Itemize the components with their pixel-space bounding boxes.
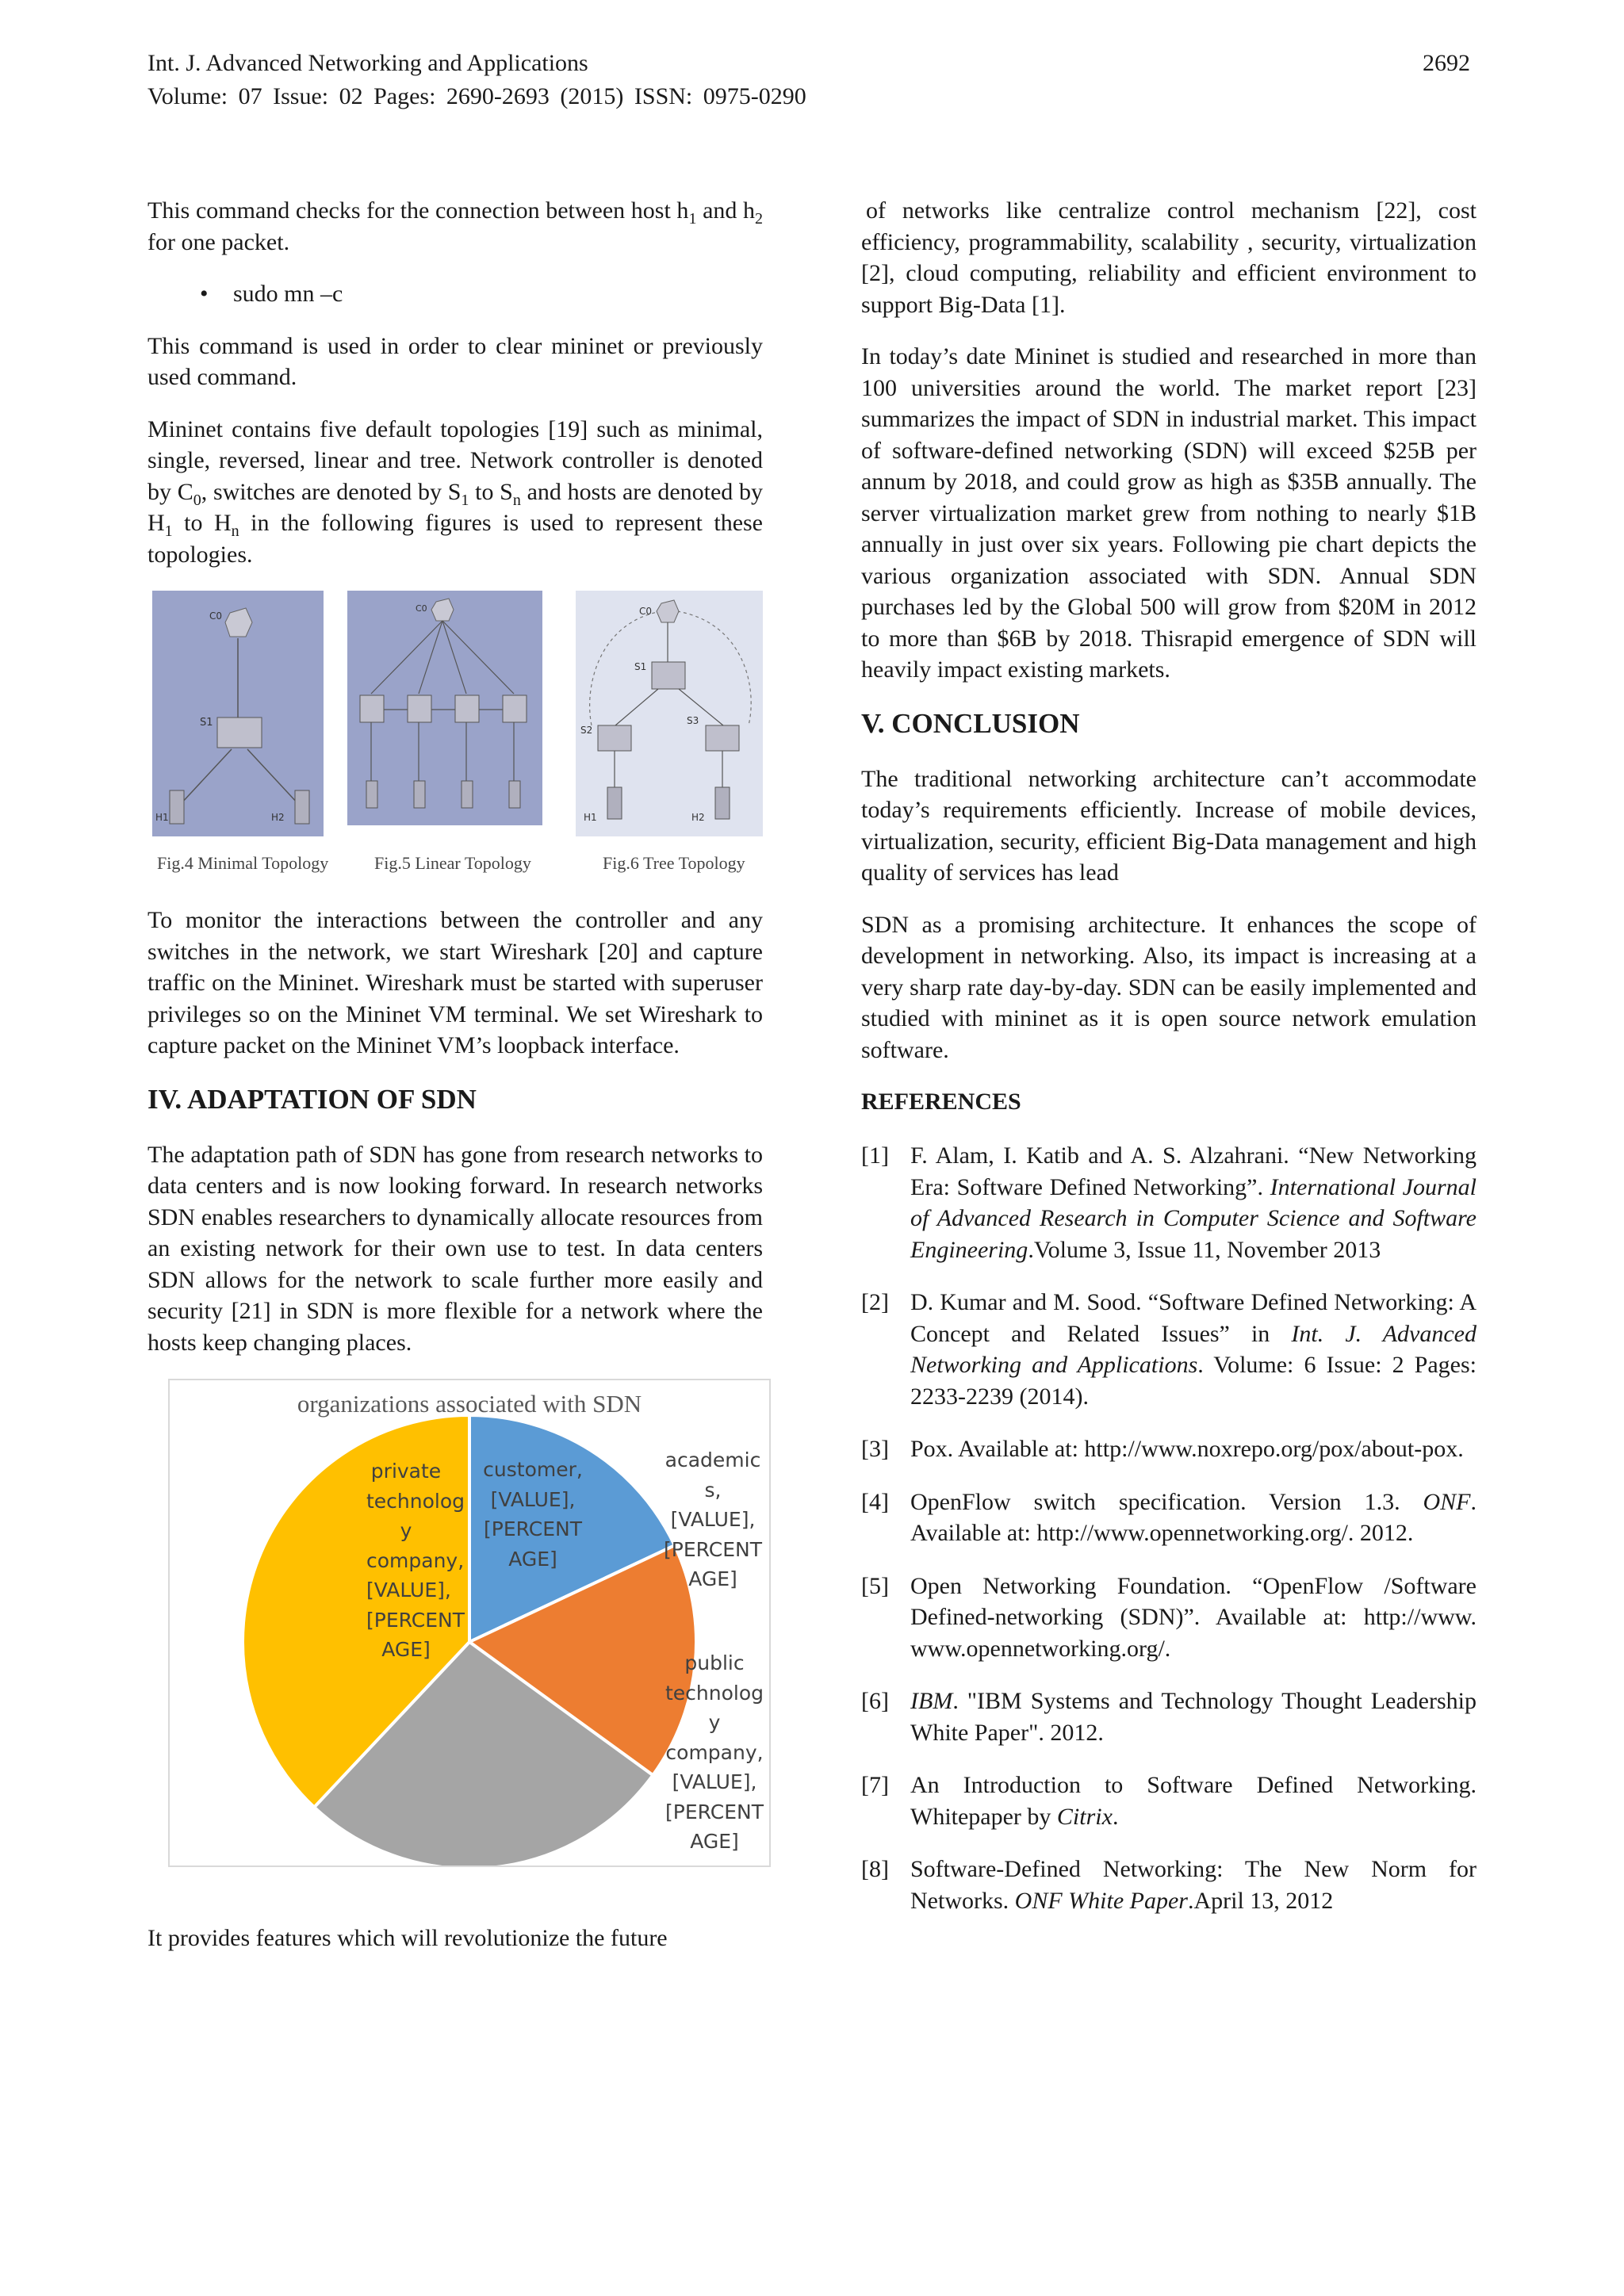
command-bullet: • sudo mn –c [147,278,763,310]
reference-number: [3] [861,1436,889,1462]
reference-italic: IBM [910,1688,953,1714]
section-heading-conclusion: V. CONCLUSION [861,707,1080,739]
reference-italic: Citrix [1056,1803,1113,1830]
reference-text: F. Alam, I. Katib and A. S. Alzahrani. “New Networking Era: Software Defined Networking”. [910,1142,1477,1200]
reference-number: [4] [861,1488,889,1515]
svg-text:H1: H1 [155,812,169,823]
volume-line: Volume: 07 Issue: 02 Pages: 2690-2693 (2015) ISSN: 0975-0290 [147,83,806,109]
reference-item [861,1571,1477,1665]
page-number: 2692 [1423,50,1470,76]
paragraph-revolutionize: It provides features which will revolutionize the future [147,1925,668,1951]
section-heading-adaptation: IV. ADAPTATION OF SDN [147,1083,477,1115]
svg-text:S1: S1 [634,661,647,672]
chart-title: organizations associated with SDN [297,1390,642,1418]
paragraph-clear-command: This command is used in order to clear mininet or previously used command. [147,332,763,390]
bullet-dot: • [200,281,209,307]
fig6-caption: Fig.6 Tree Topology [603,853,745,873]
reference-text: D. Kumar and M. Sood. “Software Defined Networking: A Concept and Related Issues” in [910,1289,1477,1347]
svg-text:C0: C0 [639,606,653,617]
reference-text: OpenFlow switch specification. Version 1.3. [910,1488,1423,1515]
slice-label-private: private technolog y company, [VALUE], [PERCENT AGE] [366,1460,465,1661]
slice-label-academics: academic s, [VALUE], [PERCENT AGE] [664,1448,762,1590]
reference-italic: International Journal of Advanced Research in Computer Science and Software Engineering [910,1173,1477,1263]
paragraph-ping-description: This command checks for the connection between host $h_1$ and $h_2$ for one packet. [147,197,764,255]
reference-tail: .April 13, 2012 [1187,1887,1334,1914]
reference-italic: ONF White Paper [1014,1887,1188,1914]
right-column [861,195,1477,1938]
svg-text:C0: C0 [209,610,223,622]
svg-text:S3: S3 [687,715,699,726]
reference-text: An Introduction to Software Defined Networking. Whitepaper by [910,1772,1477,1830]
svg-text:S2: S2 [580,725,593,736]
svg-text:H2: H2 [691,812,705,823]
tree-topology-figure [576,591,763,836]
paragraph-conclusion-2: SDN as a promising architecture. It enhances the scope of development in networking. Also, its impact is increasing at a very sharp rate day-by-day. SDN can be easily implemented and studied with mininet as it is open source network emulation software. [861,911,1477,1063]
paragraph-adaptation: The adaptation path of SDN has gone from research networks to data centers and is now looking forward. In research networks SDN enables researchers to dynamically allocate resources from an existing network for their own use to test. In data centers SDN allows for the network to scale further more easily and security [21] in SDN is more flexible for a network where the hosts keep changing places. [147,1141,763,1356]
reference-italic: ONF [1423,1488,1471,1515]
reference-number: [2] [861,1289,889,1315]
topology-figures [147,591,763,881]
references-heading: REFERENCES [861,1089,1021,1115]
slice-label-public: public technolog y company, [VALUE], [PERCENT AGE] [665,1651,764,1853]
left-column [147,195,763,1975]
reference-item [861,1770,1477,1832]
reference-list [861,1140,1477,1916]
svg-text:C0: C0 [416,603,427,614]
reference-item [861,1140,1477,1265]
paragraph-topologies: Mininet contains five default topologies [19] such as minimal, single, reversed, linear and tree. Network controller is denoted by $C_0$, switches are denoted by $S_1$ to $S_n$ and hosts are denoted by $H_1$ to $H_n$ in the following figures is used to represent these topologies. [147,415,764,568]
paragraph-wireshark: To monitor the interactions between the controller and any switches in the network, we start Wireshark [20] and capture traffic on the Mininet. Wireshark must be started with superuser privileges so on the Mininet VM terminal. We set Wireshark to capture packet on the Mininet VM’s loopback interface. [147,907,763,1058]
reference-text: Pox. Available at: http://www.noxrepo.org/pox/about-pox. [910,1436,1464,1462]
reference-number: [7] [861,1772,889,1798]
svg-text:H2: H2 [271,812,285,823]
svg-text:H1: H1 [584,812,597,823]
slice-label-customer: customer, [VALUE], [PERCENT AGE] [483,1458,583,1571]
journal-title: Int. J. Advanced Networking and Applications [147,50,588,76]
reference-italic: Int. J. Advanced Networking and Applications [910,1320,1477,1378]
reference-tail: .Volume 3, Issue 11, November 2013 [1028,1236,1381,1263]
reference-number: [1] [861,1142,889,1169]
reference-item [861,1854,1477,1916]
paragraph-market: In today’s date Mininet is studied and researched in more than 100 universities around the world. The market report [23] summarizes the impact of SDN in industrial market. This impact of software-defined networking (SDN) will exceed $25B per annum by 2018, and could grow as high as $35B annually. The server virtualization market grew from nothing to nearly $1B annually in just over six years. Following pie chart depicts the various organization associated with SDN. Annual SDN purchases led by the Global 500 will grow from $20M in 2012 to more than $6B by 2018. Thisrapid emergence of SDN will heavily impact existing markets. [861,343,1477,683]
reference-tail: . Available at: http://www.opennetworking.org/. 2012. [910,1488,1477,1546]
minimal-topology-figure [152,591,324,836]
reference-number: [8] [861,1856,889,1882]
fig4-caption: Fig.4 Minimal Topology [157,853,329,873]
reference-text: Open Networking Foundation. “OpenFlow /Software Defined-networking (SDN)”. Available at: http://www. www.opennetworking.org/. [910,1572,1477,1662]
linear-topology-figure [347,591,542,825]
svg-text:S1: S1 [200,717,213,729]
reference-text: Software-Defined Networking: The New Norm for Networks. [910,1856,1477,1914]
reference-item [861,1433,1477,1465]
reference-tail: . [1112,1803,1119,1830]
paragraph-conclusion-1: The traditional networking architecture can’t accommodate today’s requirements efficiently. Increase of mobile devices, virtualization, security, efficient Big-Data management and high quality of services has lead [861,765,1477,886]
reference-item [861,1686,1477,1748]
paragraph-network-features: of networks like centralize control mechanism [22], cost efficiency, programmability, scalability , security, virtualization [2], cloud computing, reliability and efficient environment to support Big-Data [1]. [861,197,1477,318]
reference-tail: . Volume: 6 Issue: 2 Pages: 2233-2239 (2014). [910,1352,1477,1410]
reference-tail: . "IBM Systems and Technology Thought Leadership White Paper". 2012. [910,1688,1477,1746]
reference-item [861,1487,1477,1549]
fig5-caption: Fig.5 Linear Topology [374,853,531,873]
reference-item [861,1287,1477,1412]
reference-number: [5] [861,1572,889,1599]
pie-chart [168,1379,771,1867]
reference-number: [6] [861,1688,889,1714]
